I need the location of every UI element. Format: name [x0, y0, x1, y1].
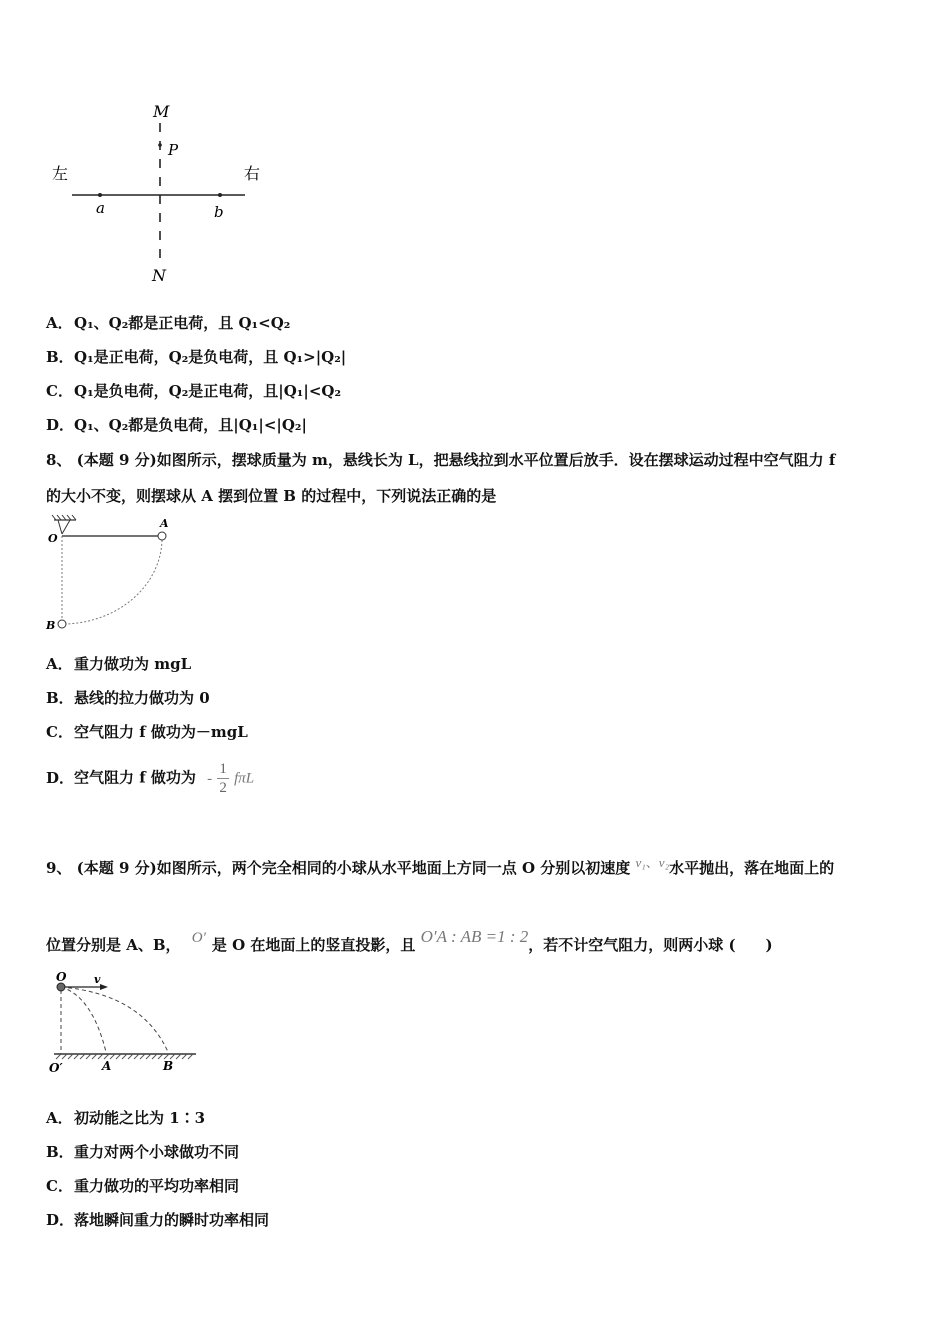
label-B: B: [163, 1059, 174, 1073]
q9-option-c: C．重力做功的平均功率相同: [46, 1177, 240, 1195]
q9-option-d: D．落地瞬间重力的瞬时功率相同: [46, 1211, 270, 1229]
point-a: [98, 193, 102, 197]
label-O: O: [56, 970, 67, 984]
v1-symbol: v₁: [635, 855, 646, 870]
ball-a: [158, 532, 166, 540]
label-A: A: [102, 1059, 112, 1073]
figure-pendulum: [40, 512, 180, 637]
arc-path: [66, 540, 162, 624]
q8-option-d: D．空气阻力 f 做功为 - $\frac{1}{2}$ fπL: [46, 761, 255, 796]
q7-option-b: B．Q₁是正电荷，Q₂是负电荷，且 Q₁>|Q₂|: [46, 348, 347, 366]
label-v: v: [94, 973, 101, 986]
label-a: a: [96, 199, 105, 217]
label-A: A: [160, 517, 169, 530]
q9-stem-line2: 位置分别是 A、B， O′ 是 O 在地面上的竖直投影，且 O′A : AB =1 : 2，若不计空气阻力，则两小球 ( ): [46, 927, 773, 954]
q9-option-a: A．初动能之比为 1∶3: [46, 1109, 206, 1127]
ball-b: [58, 620, 66, 628]
trajectory-a: [61, 987, 106, 1052]
q8-option-a: A．重力做功为 mgL: [46, 655, 192, 673]
d-tail: fπL: [234, 770, 255, 787]
trajectory-b: [61, 987, 168, 1052]
label-Oprime: O′: [49, 1061, 63, 1075]
o-prime-symbol: O′: [191, 930, 206, 946]
q7-option-a: A．Q₁、Q₂都是正电荷，且 Q₁<Q₂: [46, 314, 291, 332]
label-right: 右: [244, 164, 261, 183]
q8-option-b: B．悬线的拉力做功为 0: [46, 689, 210, 707]
label-b: b: [214, 203, 224, 221]
q9-stem-line1: 9、 (本题 9 分)如图所示，两个完全相同的小球从水平地面上方同一点 O 分别以初速度 v₁、v₂水平抛出，落在地面上的: [46, 855, 835, 877]
q7-option-c: C．Q₁是负电荷，Q₂是正电荷，且|Q₁|<Q₂: [46, 382, 342, 400]
ball-o: [57, 983, 65, 991]
q9-option-b: B．重力对两个小球做功不同: [46, 1143, 240, 1161]
q7-option-d: D．Q₁、Q₂都是负电荷，且|Q₁|<|Q₂|: [46, 416, 307, 434]
label-N: N: [152, 266, 166, 285]
label-left: 左: [52, 164, 69, 183]
label-M: M: [153, 102, 170, 121]
label-P: P: [168, 141, 179, 159]
q8-stem-line2: 的大小不变，则摆球从 A 摆到位置 B 的过程中，下列说法正确的是: [46, 487, 497, 505]
label-O: O: [48, 532, 58, 545]
figure-projectile: [42, 966, 202, 1076]
label-B: B: [46, 619, 56, 632]
d-minus: -: [207, 770, 213, 787]
point-p: [158, 143, 162, 147]
q8-option-c: C．空气阻力 f 做功为－mgL: [46, 723, 248, 741]
q8-stem-line1: 8、 (本题 9 分)如图所示，摆球质量为 m，悬线长为 L，把悬线拉到水平位置后放手．设在摆球运动过程中空气阻力 f: [46, 451, 836, 469]
ratio-expression: O′A : AB =1 : 2: [420, 927, 529, 946]
figure-charges: [40, 95, 280, 295]
d-fraction: $\frac{1}{2}$: [219, 761, 227, 796]
v2-symbol: v₂: [658, 855, 670, 870]
point-b: [218, 193, 222, 197]
